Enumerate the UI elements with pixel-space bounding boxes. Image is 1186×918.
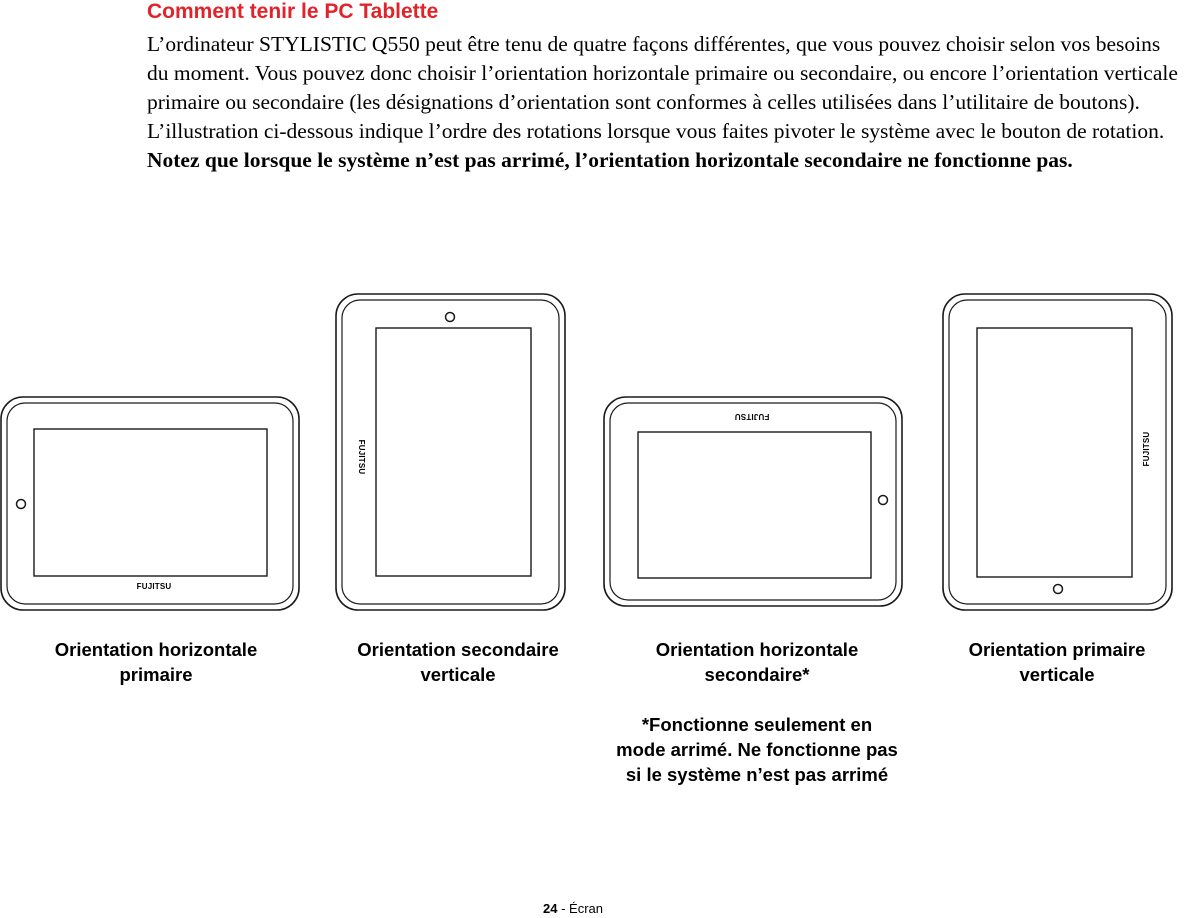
caption-portrait-secondary xyxy=(318,637,598,687)
note-line: si le système n’est pas arrimé xyxy=(625,764,889,785)
page-footer xyxy=(0,901,1146,916)
caption-line: verticale xyxy=(1019,664,1095,685)
fujitsu-logo: FUJITSU xyxy=(136,582,172,591)
tablet-landscape-secondary-illustration xyxy=(603,396,905,608)
caption-line: Orientation horizontale xyxy=(655,639,859,660)
fujitsu-logo: FUJITSU xyxy=(1142,431,1151,467)
camera-icon xyxy=(1054,585,1063,594)
tablet-portrait-primary-illustration xyxy=(942,293,1174,613)
page-number: 24 xyxy=(543,901,558,916)
section-title: Comment tenir le PC Tablette xyxy=(147,0,439,23)
body-paragraph xyxy=(147,30,1186,175)
footer-separator: - xyxy=(557,901,570,916)
fujitsu-logo: FUJITSU xyxy=(357,439,366,475)
fujitsu-logo: FUJITSU xyxy=(734,412,770,421)
footer-section-name: Écran xyxy=(569,901,603,916)
note-line: mode arrimé. Ne fonctionne pas xyxy=(616,739,898,760)
caption-landscape-primary xyxy=(16,637,296,687)
caption-line: Orientation primaire xyxy=(968,639,1146,660)
tablet-portrait-secondary-illustration xyxy=(335,293,567,613)
note-line: *Fonctionne seulement en xyxy=(641,714,873,735)
paragraph-bold-note: Notez que lorsque le système n’est pas arrimé, l’orientation horizontale secondaire ne fonctionne pas. xyxy=(147,148,1073,172)
caption-line: secondaire* xyxy=(704,664,810,685)
docked-mode-footnote xyxy=(592,712,922,787)
camera-icon xyxy=(446,313,455,322)
caption-line: Orientation secondaire xyxy=(357,639,559,660)
tablet-landscape-primary-illustration xyxy=(0,396,302,612)
paragraph-normal-text: L’ordinateur STYLISTIC Q550 peut être tenu de quatre façons différentes, que vous pouvez choisir selon vos besoins du moment. Vous pouvez donc choisir l’orientation horizontale primaire ou secondaire, ou encore l’orientation verticale primaire ou secondaire (les désignations d’orientation sont conformes à celles utilisées dans l’utilitaire de boutons). L’illustration ci-dessous indique l’ordre des rotations lorsque vous faites pivoter le système avec le bouton de rotation. xyxy=(147,32,1178,143)
caption-portrait-primary xyxy=(917,637,1186,687)
camera-icon xyxy=(17,500,26,509)
caption-line: Orientation horizontale xyxy=(54,639,258,660)
caption-landscape-secondary xyxy=(617,637,897,687)
camera-icon xyxy=(879,496,888,505)
caption-line: verticale xyxy=(420,664,496,685)
caption-line: primaire xyxy=(119,664,193,685)
